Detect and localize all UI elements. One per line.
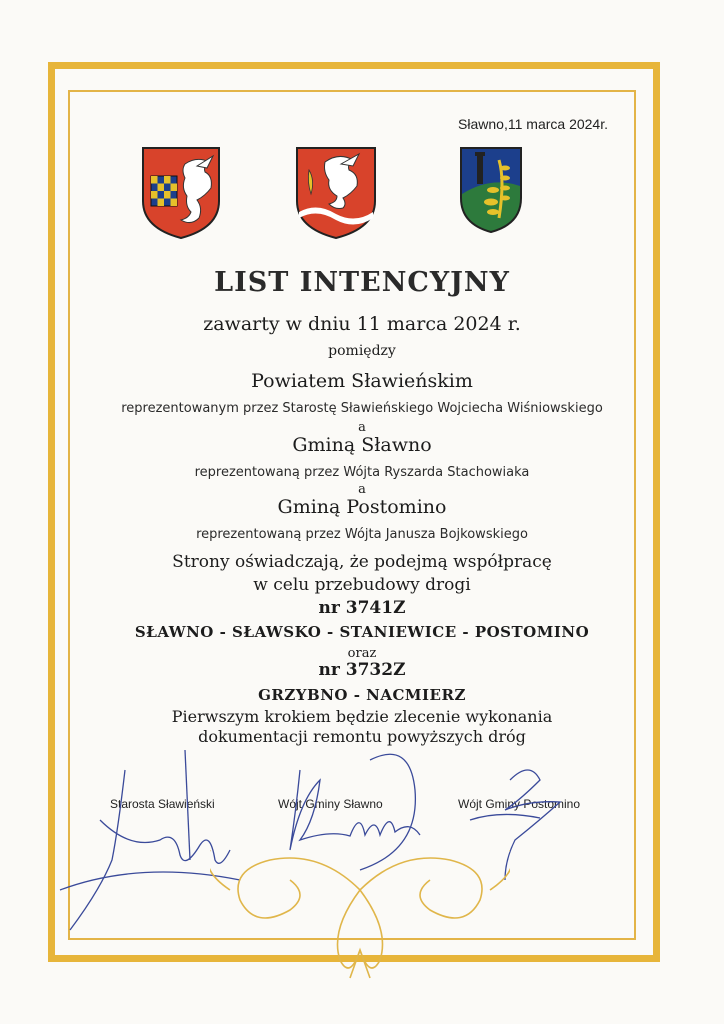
concluded-date-line: zawarty w dniu 11 marca 2024 r. — [203, 313, 521, 335]
conjunction-2: a — [358, 482, 366, 497]
statement-line-1: Strony oświadczają, że podejmą współpracę — [172, 552, 552, 572]
gmina-postomino-coat-of-arms — [459, 146, 523, 234]
between-word: pomiędzy — [328, 343, 396, 359]
party-3-name: Gminą Postomino — [277, 496, 447, 518]
powiat-coat-of-arms — [141, 146, 221, 240]
first-step-line-2: dokumentacji remontu powyższych dróg — [198, 727, 526, 746]
road-2-route: GRZYBNO - NACMIERZ — [258, 686, 466, 704]
first-step-line-1: Pierwszym krokiem będzie zlecenie wykonania — [171, 707, 553, 726]
statement-line-2: w celu przebudowy drogi — [253, 575, 471, 595]
document-title: LIST INTENCYJNY — [214, 267, 510, 298]
party-3-representative: reprezentowaną przez Wójta Janusza Bojkowskiego — [196, 527, 528, 542]
road-1-number: nr 3741Z — [318, 598, 406, 618]
document-date: Sławno,11 marca 2024r. — [458, 116, 608, 132]
signatory-label-wojt-postomino: Wójt Gminy Postomino — [458, 797, 581, 811]
gold-ornament-icon — [210, 830, 510, 984]
road-1-route: SŁAWNO - SŁAWSKO - STANIEWICE - POSTOMINO — [134, 623, 590, 641]
conjunction-1: a — [358, 420, 366, 435]
road-2-number: nr 3732Z — [318, 660, 406, 680]
signatory-label-wojt-slawno: Wójt Gminy Sławno — [278, 797, 383, 811]
party-2-name: Gminą Sławno — [292, 434, 432, 456]
signatory-label-starosta: Starosta Sławieński — [110, 797, 215, 811]
party-1-representative: reprezentowanym przez Starostę Sławieńskiego Wojciecha Wiśniowskiego — [121, 401, 603, 416]
party-1-name: Powiatem Sławieńskim — [251, 370, 473, 392]
and-word: oraz — [347, 646, 377, 661]
party-2-representative: reprezentowaną przez Wójta Ryszarda Stachowiaka — [194, 465, 530, 480]
gmina-slawno-coat-of-arms — [295, 146, 377, 240]
